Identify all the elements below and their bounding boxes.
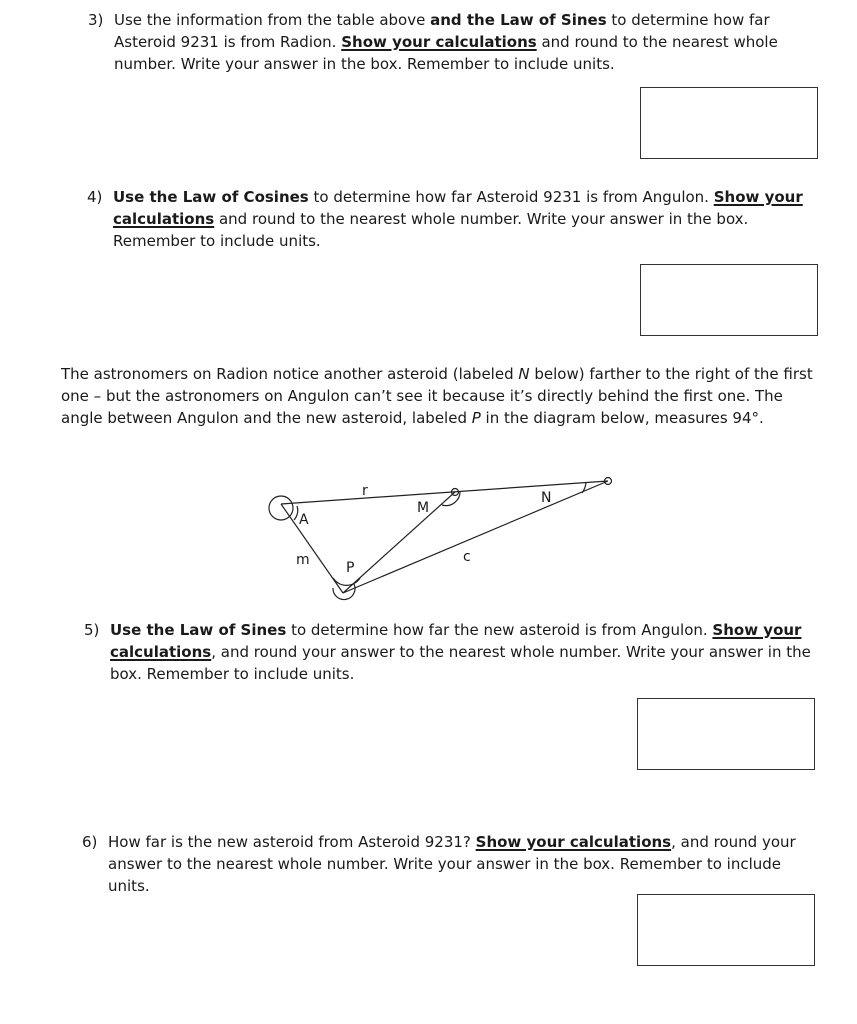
- text-line: one – but the astronomers on Angulon can’t see it because it’s directly behind the first one. The: [61, 387, 783, 405]
- text-line: calculations and round to the nearest whole number. Write your answer in the box.: [113, 210, 749, 228]
- text-line: answer to the nearest whole number. Write your answer in the box. Remember to include: [108, 855, 782, 873]
- text-line: calculations, and round your answer to the nearest whole number. Write your answer in the: [110, 643, 811, 661]
- label-N: N: [541, 490, 552, 506]
- question-number: 6): [82, 833, 98, 851]
- angle-A-arc: [294, 506, 298, 520]
- question-text: [110, 619, 811, 685]
- label-A: A: [299, 512, 309, 528]
- text-line: How far is the new asteroid from Asteroid 9231? Show your calculations, and round your: [108, 833, 796, 851]
- text-line: Use the Law of Sines to determine how far the new asteroid is from Angulon. Show your: [110, 621, 802, 639]
- text-line: Asteroid 9231 is from Radion. Show your calculations and round to the nearest whole: [114, 33, 778, 51]
- angle-M-arc: [442, 491, 460, 506]
- text-line: number. Write your answer in the box. Remember to include units.: [114, 55, 615, 73]
- answer-box-5[interactable]: [637, 698, 815, 770]
- text-line: Remember to include units.: [113, 232, 321, 250]
- answer-box-6[interactable]: [637, 894, 815, 966]
- label-P: P: [346, 560, 355, 576]
- side-r: [281, 481, 608, 504]
- label-r: r: [362, 483, 368, 499]
- question-text: [108, 831, 796, 897]
- text-line: angle between Angulon and the new asteroid, labeled P in the diagram below, measures 94°.: [61, 409, 764, 427]
- text-line: units.: [108, 877, 150, 895]
- label-M: M: [417, 500, 430, 516]
- side-M: [343, 492, 455, 593]
- label-m: m: [296, 552, 310, 568]
- label-c: c: [463, 549, 471, 565]
- text-line: The astronomers on Radion notice another asteroid (labeled N below) farther to the right of the first: [61, 365, 813, 383]
- question-number: 5): [84, 621, 100, 639]
- text-line: Use the information from the table above and the Law of Sines to determine how far: [114, 11, 770, 29]
- question-number: 3): [88, 11, 104, 29]
- question-number: 4): [87, 188, 103, 206]
- side-c: [343, 481, 608, 593]
- text-line: Use the Law of Cosines to determine how far Asteroid 9231 is from Angulon. Show your: [113, 188, 803, 206]
- text-line: box. Remember to include units.: [110, 665, 355, 683]
